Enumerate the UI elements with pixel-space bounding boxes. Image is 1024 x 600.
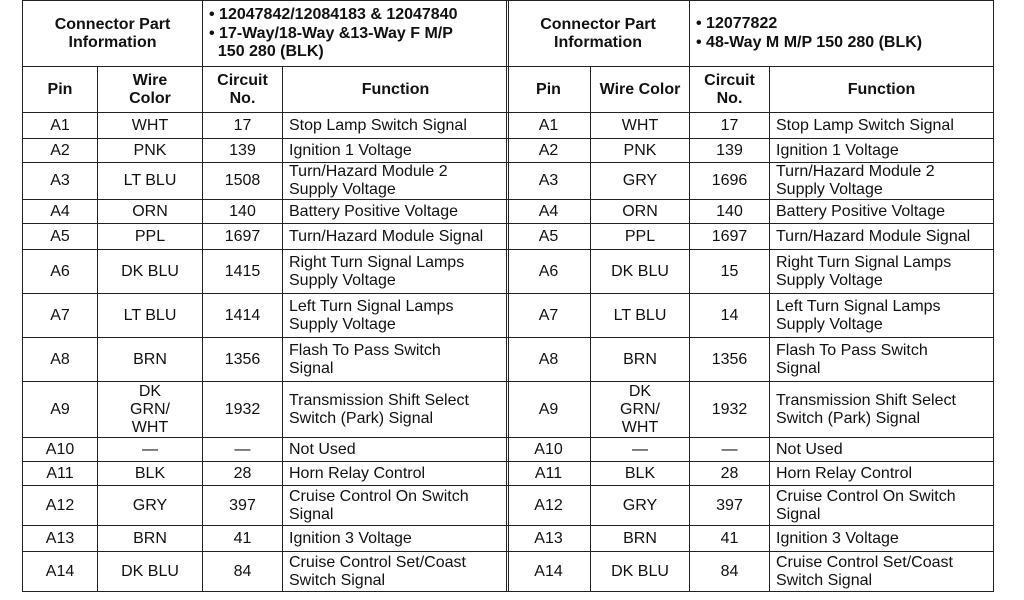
function-cell: Cruise Control On Switch Signal <box>770 486 994 526</box>
table-row <box>507 200 994 224</box>
pin-cell: A4 <box>507 200 591 224</box>
function-cell: Stop Lamp Switch Signal <box>770 113 994 139</box>
pin-cell: A6 <box>507 250 591 294</box>
table-row <box>23 526 509 552</box>
circuit-cell: 84 <box>690 552 770 592</box>
wire-color-cell: GRY <box>591 486 690 526</box>
pin-cell: A14 <box>507 552 591 592</box>
table-row <box>507 250 994 294</box>
wire-color-cell: DK GRN/ WHT <box>98 382 203 438</box>
wire-color-column-header: Wire Color <box>98 67 203 113</box>
function-cell: Turn/Hazard Module Signal <box>770 224 994 250</box>
connector-info-label: Connector Part Information <box>507 1 690 67</box>
function-cell: Ignition 3 Voltage <box>283 526 509 552</box>
function-cell: Right Turn Signal Lamps Supply Voltage <box>283 250 509 294</box>
function-cell: Ignition 1 Voltage <box>283 139 509 163</box>
pin-cell: A1 <box>507 113 591 139</box>
table-row <box>23 338 509 382</box>
circuit-cell: 41 <box>690 526 770 552</box>
connector-part-numbers <box>203 1 509 67</box>
pin-cell: A10 <box>507 438 591 462</box>
pin-cell: A8 <box>507 338 591 382</box>
connector-part-bullet: • 17-Way/18-Way &13-Way F M/P 150 280 (BLK) <box>209 25 453 60</box>
circuit-cell: 14 <box>690 294 770 338</box>
table-row <box>507 382 994 438</box>
circuit-cell: 28 <box>203 462 283 486</box>
pin-cell: A3 <box>507 163 591 200</box>
connector-part-bullet: • 12047842/12084183 & 12047840 <box>209 6 458 23</box>
pin-cell: A13 <box>507 526 591 552</box>
circuit-no-column-header: Circuit No. <box>690 67 770 113</box>
pin-cell: A13 <box>23 526 98 552</box>
function-cell: Flash To Pass Switch Signal <box>770 338 994 382</box>
pin-cell: A9 <box>507 382 591 438</box>
circuit-cell: 140 <box>690 200 770 224</box>
table-row <box>507 113 994 139</box>
connector-part-bullet: • 12077822 <box>696 15 778 32</box>
function-cell: Transmission Shift Select Switch (Park) Signal <box>770 382 994 438</box>
pin-column-header: Pin <box>23 67 98 113</box>
wire-color-cell: PNK <box>98 139 203 163</box>
pin-cell: A14 <box>23 552 98 592</box>
pin-cell: A4 <box>23 200 98 224</box>
circuit-no-column-header: Circuit No. <box>203 67 283 113</box>
left-connector-table <box>22 0 509 592</box>
function-cell: Transmission Shift Select Switch (Park) Signal <box>283 382 509 438</box>
circuit-cell: 17 <box>203 113 283 139</box>
connector-part-bullet: • 48-Way M M/P 150 280 (BLK) <box>696 34 923 51</box>
pin-cell: A11 <box>507 462 591 486</box>
function-cell: Turn/Hazard Module Signal <box>283 224 509 250</box>
circuit-cell: 1414 <box>203 294 283 338</box>
wire-color-cell: ORN <box>98 200 203 224</box>
table-row <box>23 113 509 139</box>
wire-color-cell: BLK <box>591 462 690 486</box>
wire-color-cell: BRN <box>98 338 203 382</box>
circuit-cell: 139 <box>690 139 770 163</box>
connector-info-row <box>23 1 509 67</box>
circuit-cell: — <box>690 438 770 462</box>
wire-color-cell: LT BLU <box>98 163 203 200</box>
wire-color-cell: ORN <box>591 200 690 224</box>
circuit-cell: 1697 <box>690 224 770 250</box>
wire-color-cell: BRN <box>591 526 690 552</box>
column-header-row <box>23 67 509 113</box>
table-row <box>23 552 509 592</box>
function-cell: Ignition 3 Voltage <box>770 526 994 552</box>
function-cell: Horn Relay Control <box>770 462 994 486</box>
function-cell: Ignition 1 Voltage <box>770 139 994 163</box>
pin-cell: A8 <box>23 338 98 382</box>
wire-color-cell: BLK <box>98 462 203 486</box>
circuit-cell: 15 <box>690 250 770 294</box>
pin-cell: A12 <box>507 486 591 526</box>
circuit-cell: 397 <box>203 486 283 526</box>
function-cell: Battery Positive Voltage <box>770 200 994 224</box>
wire-color-cell: DK BLU <box>591 552 690 592</box>
table-row <box>23 462 509 486</box>
wire-color-cell: — <box>591 438 690 462</box>
pin-cell: A7 <box>23 294 98 338</box>
wire-color-cell: DK BLU <box>591 250 690 294</box>
circuit-cell: 84 <box>203 552 283 592</box>
table-row <box>23 224 509 250</box>
function-column-header: Function <box>770 67 994 113</box>
wire-color-cell: BRN <box>98 526 203 552</box>
function-cell: Cruise Control Set/Coast Switch Signal <box>770 552 994 592</box>
function-cell: Not Used <box>770 438 994 462</box>
pin-cell: A5 <box>23 224 98 250</box>
table-row <box>507 526 994 552</box>
circuit-cell: 1697 <box>203 224 283 250</box>
pin-cell: A2 <box>23 139 98 163</box>
table-row <box>23 200 509 224</box>
pin-column-header: Pin <box>507 67 591 113</box>
table-row <box>507 462 994 486</box>
function-cell: Not Used <box>283 438 509 462</box>
pin-cell: A12 <box>23 486 98 526</box>
wire-color-cell: PPL <box>98 224 203 250</box>
function-cell: Battery Positive Voltage <box>283 200 509 224</box>
circuit-cell: 1932 <box>690 382 770 438</box>
wire-color-cell: — <box>98 438 203 462</box>
circuit-cell: — <box>203 438 283 462</box>
pin-cell: A9 <box>23 382 98 438</box>
wire-color-cell: DK BLU <box>98 552 203 592</box>
function-cell: Cruise Control Set/Coast Switch Signal <box>283 552 509 592</box>
table-row <box>507 163 994 200</box>
table-row <box>23 139 509 163</box>
table-row <box>507 139 994 163</box>
wire-color-column-header: Wire Color <box>591 67 690 113</box>
circuit-cell: 1356 <box>203 338 283 382</box>
column-header-row <box>507 67 994 113</box>
connector-info-row <box>507 1 994 67</box>
function-cell: Left Turn Signal Lamps Supply Voltage <box>770 294 994 338</box>
function-cell: Cruise Control On Switch Signal <box>283 486 509 526</box>
table-row <box>507 486 994 526</box>
table-row <box>507 338 994 382</box>
circuit-cell: 397 <box>690 486 770 526</box>
wire-color-cell: DK BLU <box>98 250 203 294</box>
function-cell: Turn/Hazard Module 2 Supply Voltage <box>283 163 509 200</box>
wire-color-cell: WHT <box>98 113 203 139</box>
function-cell: Right Turn Signal Lamps Supply Voltage <box>770 250 994 294</box>
table-row <box>23 163 509 200</box>
circuit-cell: 41 <box>203 526 283 552</box>
circuit-cell: 1932 <box>203 382 283 438</box>
pin-cell: A5 <box>507 224 591 250</box>
circuit-cell: 1508 <box>203 163 283 200</box>
wire-color-cell: LT BLU <box>98 294 203 338</box>
pin-cell: A6 <box>23 250 98 294</box>
circuit-cell: 1415 <box>203 250 283 294</box>
wire-color-cell: PNK <box>591 139 690 163</box>
table-row <box>23 250 509 294</box>
circuit-cell: 139 <box>203 139 283 163</box>
wire-color-cell: LT BLU <box>591 294 690 338</box>
table-row <box>507 294 994 338</box>
pin-cell: A1 <box>23 113 98 139</box>
table-row <box>507 438 994 462</box>
pin-cell: A11 <box>23 462 98 486</box>
table-row <box>23 486 509 526</box>
table-row <box>23 382 509 438</box>
function-cell: Flash To Pass Switch Signal <box>283 338 509 382</box>
wire-color-cell: WHT <box>591 113 690 139</box>
wire-color-cell: BRN <box>591 338 690 382</box>
right-connector-table <box>506 0 994 592</box>
pin-cell: A2 <box>507 139 591 163</box>
pin-cell: A3 <box>23 163 98 200</box>
function-column-header: Function <box>283 67 509 113</box>
table-row <box>23 438 509 462</box>
connector-info-label: Connector Part Information <box>23 1 203 67</box>
table-row <box>507 552 994 592</box>
circuit-cell: 28 <box>690 462 770 486</box>
function-cell: Horn Relay Control <box>283 462 509 486</box>
function-cell: Left Turn Signal Lamps Supply Voltage <box>283 294 509 338</box>
circuit-cell: 1696 <box>690 163 770 200</box>
circuit-cell: 1356 <box>690 338 770 382</box>
connector-part-numbers <box>690 1 994 67</box>
wire-color-cell: DK GRN/ WHT <box>591 382 690 438</box>
wire-color-cell: GRY <box>98 486 203 526</box>
circuit-cell: 17 <box>690 113 770 139</box>
wire-color-cell: GRY <box>591 163 690 200</box>
function-cell: Stop Lamp Switch Signal <box>283 113 509 139</box>
table-row <box>23 294 509 338</box>
table-row <box>507 224 994 250</box>
pin-cell: A10 <box>23 438 98 462</box>
function-cell: Turn/Hazard Module 2 Supply Voltage <box>770 163 994 200</box>
circuit-cell: 140 <box>203 200 283 224</box>
pin-cell: A7 <box>507 294 591 338</box>
wire-color-cell: PPL <box>591 224 690 250</box>
